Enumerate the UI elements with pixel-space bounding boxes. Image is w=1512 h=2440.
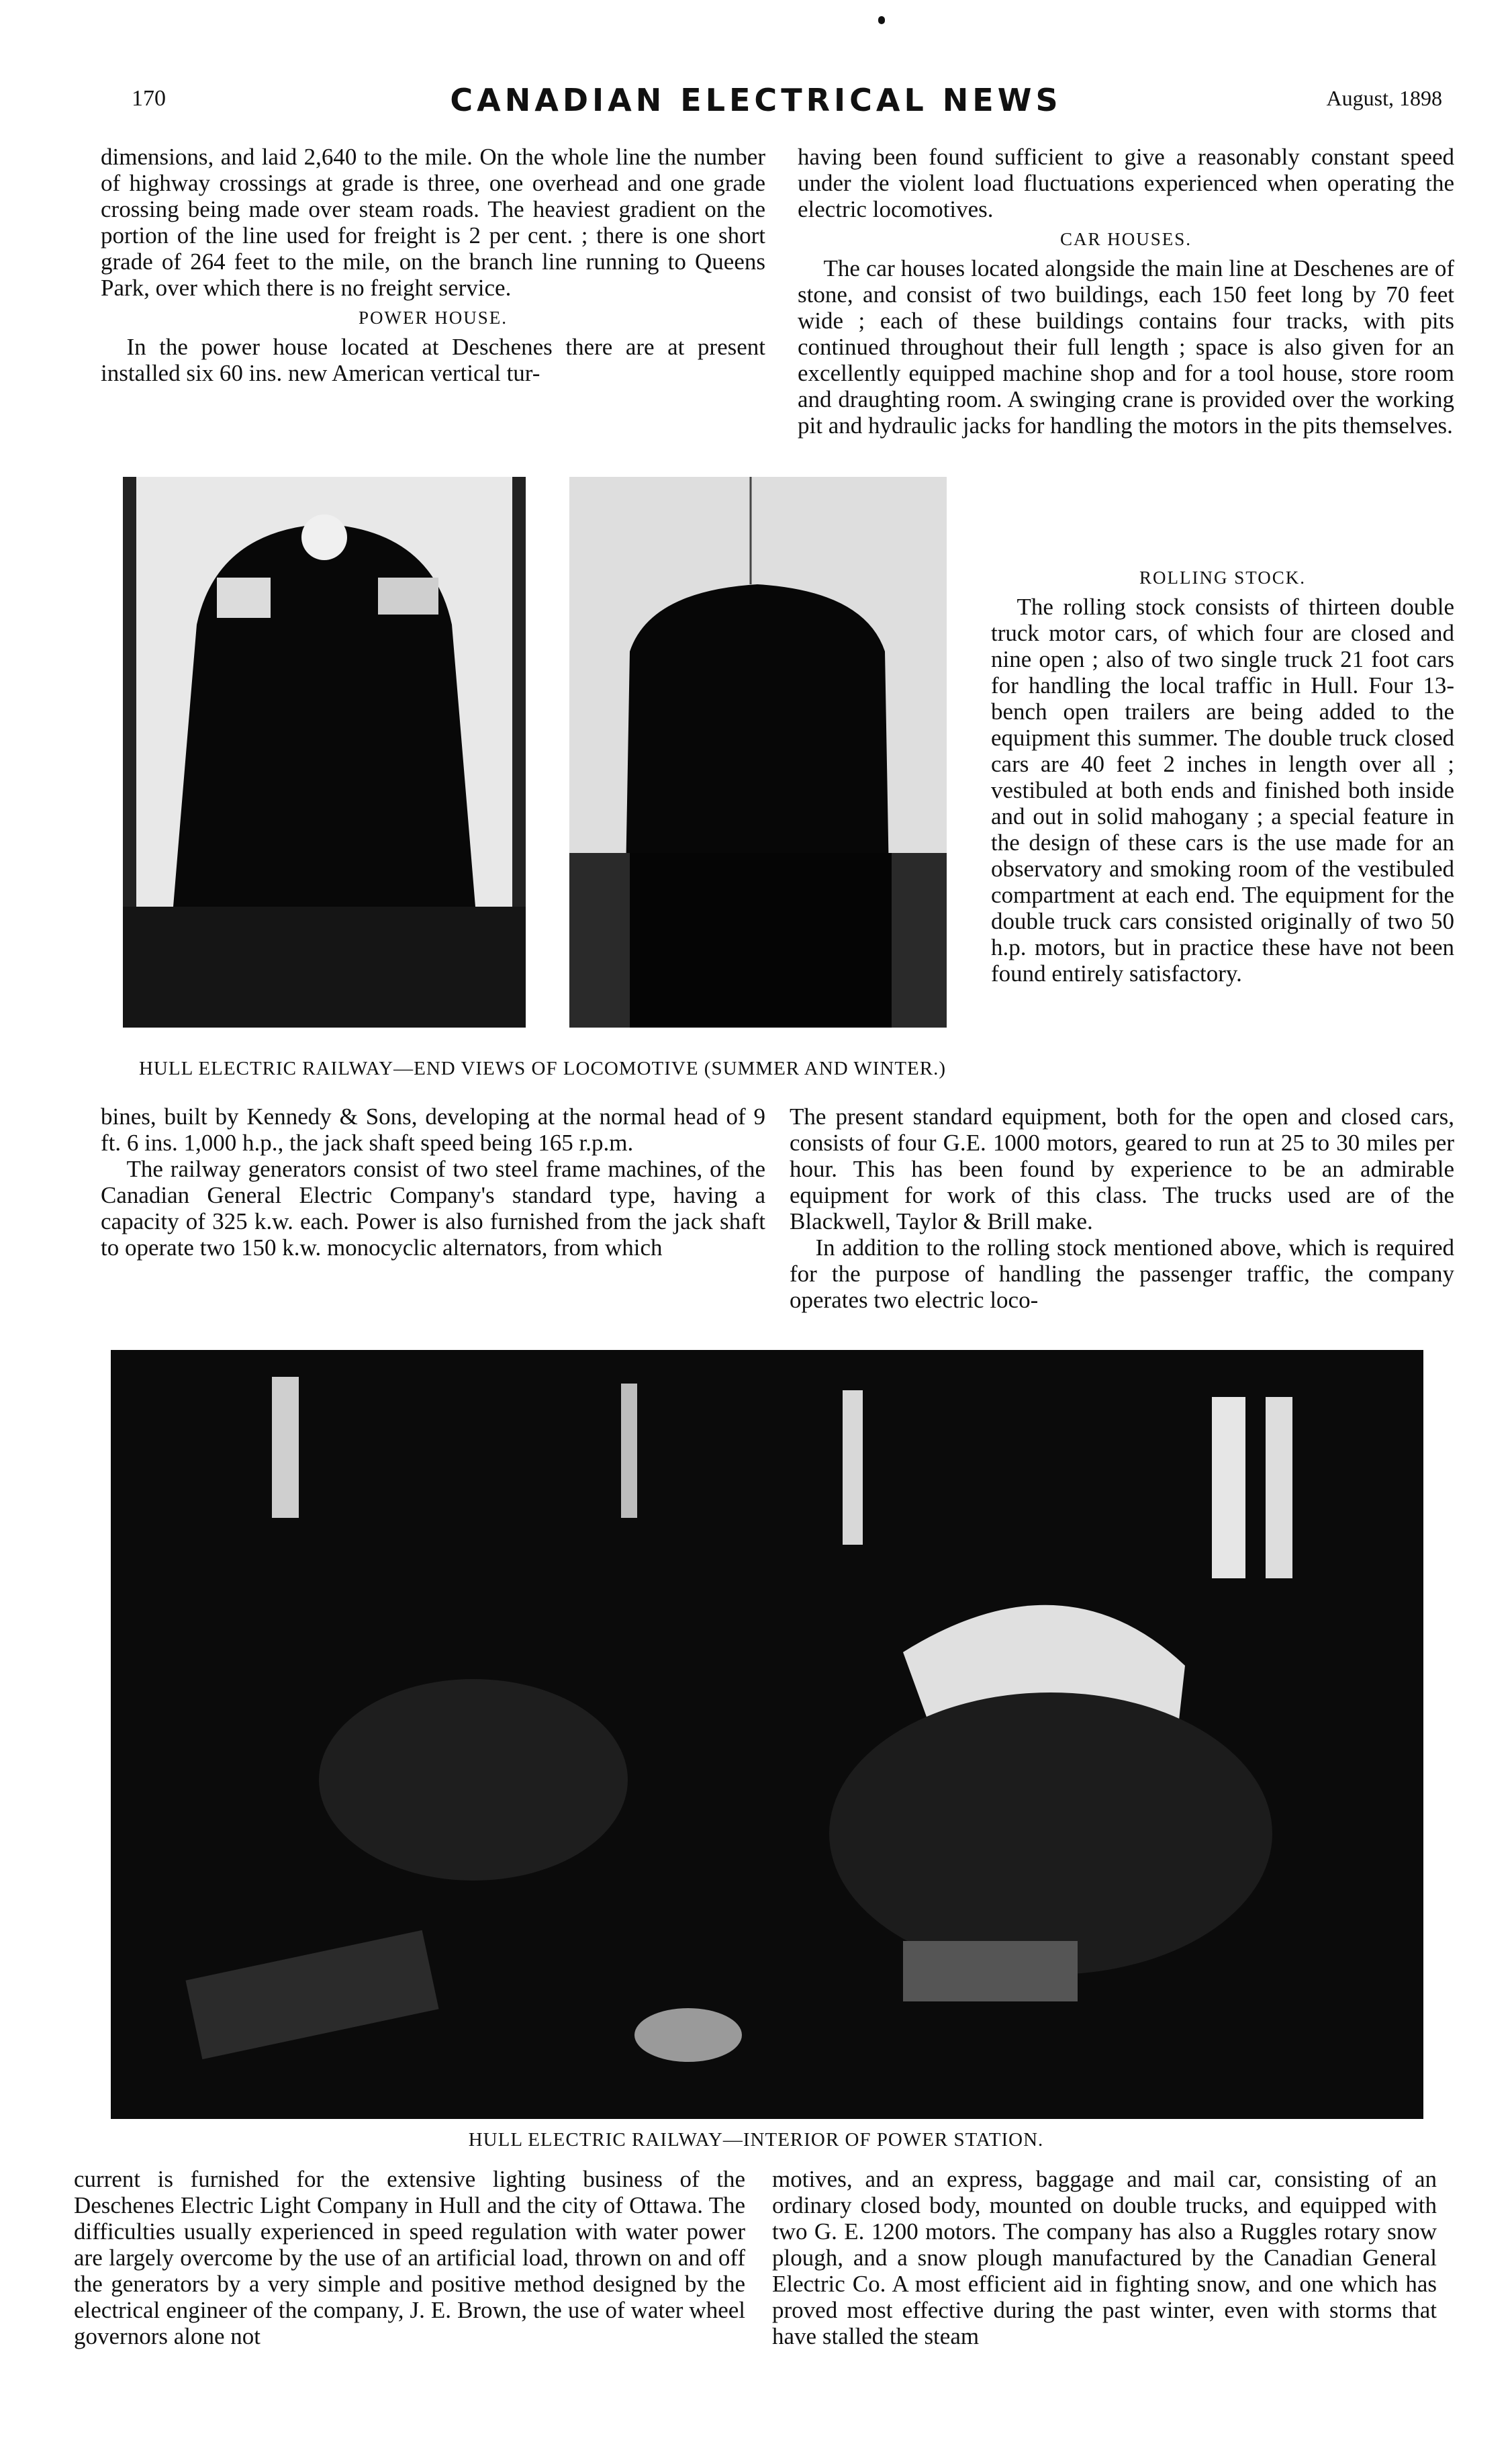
column-mid-right [790, 1103, 1454, 1325]
paragraph: The railway generators consist of two steel frame machines, of the Canadian General Electric Company's standard type, having a capacity of 325 k.w. each. Power is also furnished from the jack shaft to operate two 150 k.w. monocyclic alternators, from which [101, 1156, 765, 1261]
column-bottom-left [74, 2166, 745, 2429]
locomotive-summer-photo [123, 477, 526, 1028]
paragraph: bines, built by Kennedy & Sons, developing at the normal head of 9 ft. 6 ins. 1,000 h.p., the jack shaft speed being 165 r.p.m. [101, 1103, 765, 1156]
section-heading-car-houses: CAR HOUSES. [1059, 229, 1192, 249]
paragraph: The car houses located alongside the main line at Deschenes are of stone, and consist of two buildings, each 150 feet long by 70 feet wide ; each of these buildings contains four tracks, with pits continued throughout their full length ; space is also given for an excellently equipped machine shop and for a tool house, store room and draughting room. A swinging crane is provided over the working pit and hydraulic jacks for handling the motors in the pits themselves. [798, 255, 1454, 439]
paragraph: In the power house located at Deschenes there are at present installed six 60 ins. new American vertical tur- [101, 334, 765, 386]
page-number: 170 [132, 86, 166, 111]
paragraph: having been found sufficient to give a reasonably constant speed under the violent load fluctuations experienced when operating the electric locomotives. [798, 144, 1454, 222]
paragraph: motives, and an express, baggage and mail car, consisting of an ordinary closed body, mounted on double trucks, and equipped with two G. E. 1200 motors. The company has also a Ruggles rotary snow plough, and a snow plough manufactured by the Canadian General Electric Co. A most efficient aid in fighting snow, and one which has proved most effective during the past winter, even with storms that have stalled the steam [772, 2166, 1437, 2349]
paragraph: current is furnished for the extensive lighting business of the Deschenes Electric Light Company in Hull and the city of Ottawa. The difficulties usually experienced in speed regulation with water power are largely overcome by the use of an artificial load, thrown on and off the generators by a very simple and positive method designed by the electrical engineer of the company, J. E. Brown, the use of water wheel governors alone not [74, 2166, 745, 2349]
power-station-photo [111, 1350, 1423, 2119]
section-heading-rolling-stock: ROLLING STOCK. [1139, 568, 1306, 588]
section-heading-power-house: POWER HOUSE. [358, 308, 508, 328]
figure-caption-locomotive: HULL ELECTRIC RAILWAY—END VIEWS OF LOCOMOTIVE (SUMMER AND WINTER.) [138, 1058, 947, 1079]
locomotive-winter-photo [569, 477, 947, 1028]
figure-caption-power-station: HULL ELECTRIC RAILWAY—INTERIOR OF POWER STATION. [468, 2129, 1044, 2151]
column-bottom-right [772, 2166, 1437, 2429]
column-mid-left [101, 1103, 765, 1318]
paragraph: The present standard equipment, both for the open and closed cars, consists of four G.E. 1000 motors, geared to run at 25 to 30 miles per hour. This has been found by experience to be an admirable equipment for work of this class. The trucks used are of the Blackwell, Taylor & Brill make. [790, 1103, 1454, 1234]
journal-title: CANADIAN ELECTRICAL NEWS [450, 82, 1062, 118]
paragraph: In addition to the rolling stock mentioned above, which is required for the purpose of handling the passenger traffic, the company operates two electric loco- [790, 1234, 1454, 1313]
issue-date: August, 1898 [1326, 86, 1442, 110]
paragraph: dimensions, and laid 2,640 to the mile. On the whole line the number of highway crossings at grade is three, one overhead and one grade crossing being made over steam roads. The heaviest gradient on the portion of the line used for freight is 2 per cent. ; there is one short grade of 264 feet to the mile, on the branch line running to Queens Park, over which there is no freight service. [101, 144, 765, 301]
paragraph: The rolling stock consists of thirteen double truck motor cars, of which four are closed and nine open ; also of two single truck 21 foot cars for handling the local traffic in Hull. Four 13-bench open trailers are being added to the equipment this summer. The double truck closed cars are 40 feet 2 inches in length over all ; vestibuled at both ends and finished both inside and out in solid mahogany ; a special feature in the design of these cars is the use made for an observatory and smoking room of the vestibuled compartment at each end. The equipment for the double truck cars consisted originally of two 50 h.p. motors, but in practice these have not been found entirely satisfactory. [991, 594, 1454, 987]
column-top-left [101, 144, 765, 459]
page-dot [878, 16, 885, 24]
column-right-narrow [991, 561, 1454, 1108]
